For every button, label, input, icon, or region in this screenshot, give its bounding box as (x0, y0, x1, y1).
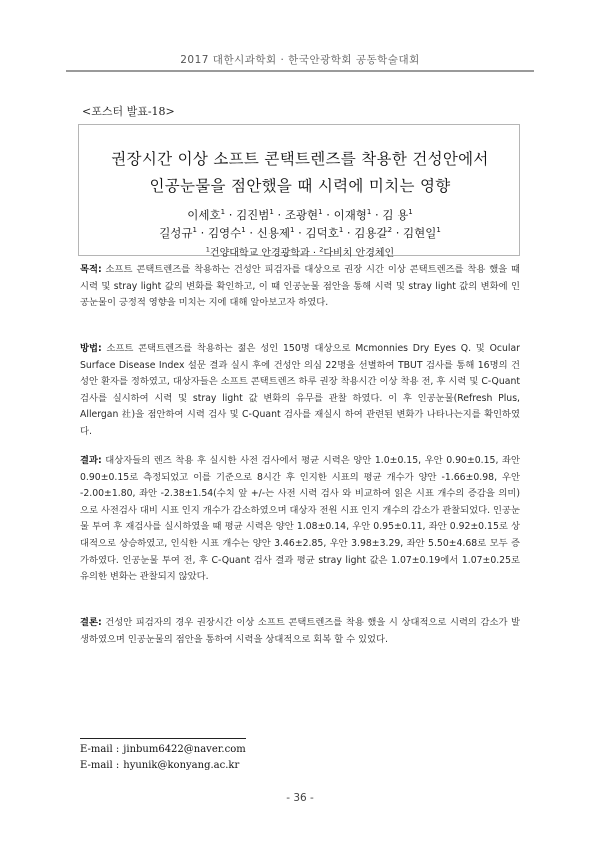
author-affiliation-mark: 1 (436, 226, 441, 235)
author-affiliation-mark: 1 (338, 226, 344, 235)
purpose-text: 소프트 콘택트렌즈를 착용하는 건성안 피검자를 대상으로 권장 시간 이상 콘택트렌즈를 착용 했을 때 시력 및 stray light 값의 변화를 확인하고, 이 때 인공눈물 점안을 통해 시력 및 stray light 값의 변화에 인공눈물이 긍정적 영향을 미치는 지에 대해 알아보고자 하였다. (80, 264, 520, 309)
author-list-line-2 (0, 225, 600, 241)
results-label: 결과: (80, 455, 102, 466)
results-paragraph (80, 453, 520, 586)
affiliation-mark: 2 (319, 245, 324, 254)
author-separator: · (294, 226, 306, 240)
author-affiliation-mark: 1 (366, 208, 372, 217)
author-name: 김영수 (207, 226, 242, 240)
author-list-line-1 (0, 207, 600, 223)
author-separator: · (322, 208, 334, 222)
author-name: 신용제 (256, 226, 291, 240)
affiliation-mark: 1 (205, 245, 210, 254)
author-separator: · (371, 208, 383, 222)
email-address[interactable]: jinbum6422@naver.com (123, 744, 246, 755)
email-line (80, 760, 239, 771)
email-label: E-mail : (80, 744, 120, 755)
author-affiliation-mark: 1 (241, 226, 246, 235)
author-affiliation-mark: 1 (408, 208, 413, 217)
email-address[interactable]: hyunik@konyang.ac.kr (123, 760, 240, 771)
affiliation-separator: · (309, 248, 320, 259)
purpose-label: 목적: (80, 264, 102, 275)
author-name: 길성규 (159, 226, 193, 240)
author-affiliation-mark: 2 (387, 226, 393, 235)
author-name: 김용갈 (354, 226, 388, 240)
email-line (80, 744, 246, 755)
author-separator: · (225, 208, 237, 222)
running-head: 2017 대한시과학회 · 한국안광학회 공동학술대회 (180, 54, 420, 66)
method-label: 방법: (80, 343, 102, 354)
author-name: 김 용 (382, 208, 409, 222)
author-affiliation-mark: 1 (192, 226, 197, 235)
conclusion-label: 결론: (80, 617, 102, 628)
author-separator: · (392, 226, 404, 240)
affiliation-name: 건양대학교 안경광학과 (209, 248, 310, 259)
author-name: 이세호 (187, 208, 221, 222)
header-divider (66, 70, 534, 72)
author-separator: · (196, 226, 208, 240)
paper-title-line-1: 권장시간 이상 소프트 콘택트렌즈를 착용한 건성안에서 (111, 150, 489, 168)
poster-label: <포스터 발표-18> (82, 105, 175, 118)
author-affiliation-mark: 1 (220, 208, 226, 217)
conclusion-paragraph (80, 615, 520, 648)
author-name: 이재형 (333, 208, 367, 222)
author-name: 김현일 (403, 226, 437, 240)
affiliation-name: 다비치 안경체인 (323, 248, 395, 259)
method-text: 소프트 콘택트렌즈를 착용하는 젊은 성인 150명 대상으로 Mcmonnies Dry Eyes Q. 및 Ocular Surface Disease Index 설문 결과 실시 후에 건성안 의심 22명을 선별하여 TBUT 검사를 통해 16명의 건성안 환자를 정하였고, 대상자들은 소프트 콘택트렌즈 하루 권장 착용시간 이상 착용 전, 후 시력 및 C-Quant 검사를 실시하여 시력 및 stray light 값 변화의 유무를 관찰 하였다. 이 후 인공눈물(Refresh Plus, Allergan 社)을 점안하여 시력 검사 및 C-Quant 검사를 재실시 하여 관련된 변화가 나타나는지를 확인하였다. (80, 343, 520, 437)
author-affiliation-mark: 1 (290, 226, 295, 235)
author-separator: · (245, 226, 257, 240)
email-divider (80, 738, 246, 739)
results-text: 대상자들의 렌즈 착용 후 실시한 사전 검사에서 평균 시력은 양안 1.0±0.15, 우안 0.90±0.15, 좌안 0.90±0.15로 측정되었고 이를 기준으로 8시간 후 인지한 시표의 평균 개수가 양안 -1.66±0.98, 우안 -2.00±1.80, 좌안 -2.38±1.54(수치 앞 +/-는 사전 시력 검사 와 비교하여 읽은 시표 개수의 증감을 의미)으로 사전검사 대비 시표 인지 개수가 감소하였으며 대상자 전원 시표 인지 개수의 감소가 관찰되었다. 인공눈물 투여 후 재검사를 실시하였을 때 평균 시력은 양안 1.08±0.14, 우안 0.95±0.11, 좌안 0.92±0.15로 상대적으로 상승하였고, 인식한 시표 개수는 양안 3.46±2.85, 우안 3.98±3.29, 좌안 5.50±4.68로 모두 증가하였다. 인공눈물 투여 전, 후 C-Quant 검사 결과 평균 stray light 값은 1.07±0.19에서 1.07±0.25로 유의한 변화는 관찰되지 않았다. (80, 455, 520, 583)
conclusion-text: 건성안 피검자의 경우 권장시간 이상 소프트 콘택트렌즈를 착용 했을 시 상대적으로 시력의 감소가 발생하였으며 인공눈물의 점안을 통하여 시력을 상대적으로 회복 할 수 있었다. (80, 617, 520, 645)
email-label: E-mail : (80, 760, 120, 771)
author-affiliation-mark: 1 (318, 208, 323, 217)
author-name: 조광현 (284, 208, 319, 222)
paper-title-line-2: 인공눈물을 점안했을 때 시력에 미치는 영향 (149, 177, 451, 195)
author-name: 김덕호 (305, 226, 339, 240)
author-separator: · (343, 226, 355, 240)
author-separator: · (273, 208, 285, 222)
method-paragraph (80, 341, 520, 441)
affiliations (0, 244, 600, 259)
author-name: 김진범 (236, 208, 270, 222)
page-number: - 36 - (286, 792, 314, 804)
author-affiliation-mark: 1 (269, 208, 274, 217)
purpose-paragraph (80, 262, 520, 312)
